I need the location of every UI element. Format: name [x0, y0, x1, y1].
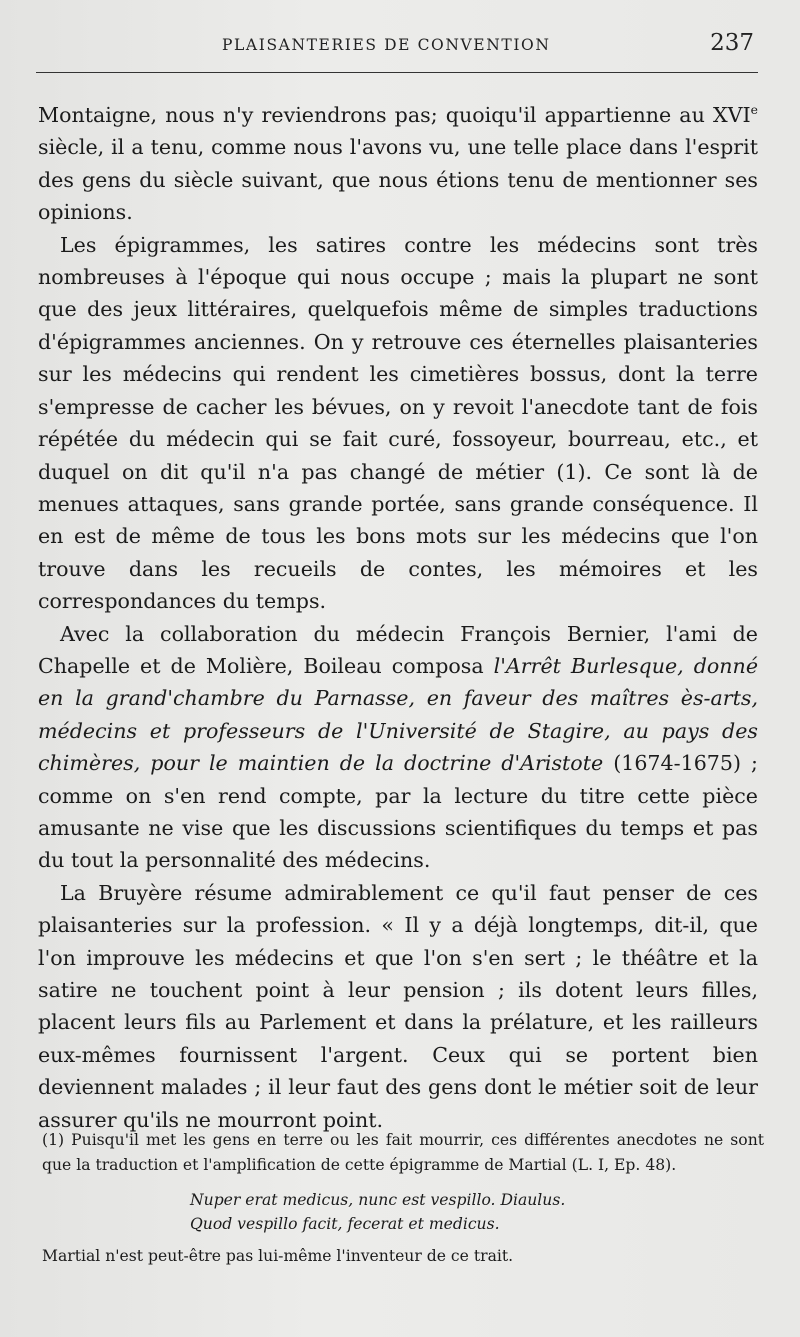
- verse-line-2: Quod vespillo facit, fecerat et medicus.: [190, 1215, 500, 1233]
- paragraph-1-end: siècle, il a tenu, comme nous l'avons vu, une telle place dans l'esprit des gens du siècle suivant, que nous étions tenu de mentionner ses opinions.: [38, 135, 758, 225]
- epigram-verse: [190, 1188, 764, 1236]
- verse-line-1: Nuper erat medicus, nunc est vespillo. Diaulus.: [190, 1191, 566, 1209]
- work-title: l'Arrêt Burlesque, donné en la grand'chambre du Parnasse, en faveur des maîtres ès-arts, médecins et professeurs de l'Université de Stagire, au pays des chimères, pour le maintien de la doctrine d'Aristote: [38, 653, 758, 776]
- century-superscript: e: [750, 103, 758, 117]
- body-text: [38, 94, 758, 1136]
- paragraph-1-start: Montaigne, nous n'y reviendrons pas; quoiqu'il appartienne au XVI: [38, 103, 751, 128]
- paragraph-3: [38, 618, 758, 877]
- paragraph-4: La Bruyère résume admirablement ce qu'il faut penser de ces plaisanteries sur la profession. « Il y a déjà longtemps, dit-il, que l'on improuve les médecins et que l'on s'en sert ; le théâtre et la satire ne touchent point à leur pension ; ils dotent leurs filles, placent leurs fils au Parlement et dans la prélature, et les railleurs eux-mêmes fournissent l'argent. Ceux qui se portent bien deviennent malades ; il leur faut des gens dont le métier soit de leur assurer qu'ils ne mourront point.: [38, 880, 758, 1132]
- header-rule: [36, 72, 758, 73]
- footnote-1: (1) Puisqu'il met les gens en terre ou les fait mourrir, ces différentes anecdotes ne sont que la traduction et l'amplification de cette épigramme de Martial (L. I, Ep. 48).: [42, 1131, 764, 1174]
- page-header: [36, 28, 758, 68]
- running-title: PLAISANTERIES DE CONVENTION: [222, 36, 551, 54]
- paragraph-3-end: (1674-1675) ; comme on s'en rend compte, par la lecture du titre cette pièce amusante ne vise que les discussions scientifiques du temps et pas du tout la personnalité des médecins.: [38, 751, 758, 873]
- paragraph-3-start: Avec la collaboration du médecin François Bernier, l'ami de Chapelle et de Molière, Boileau composa: [38, 621, 758, 678]
- paragraph-1: [38, 94, 758, 229]
- footnote-closing: Martial n'est peut-être pas lui-même l'inventeur de ce trait.: [42, 1247, 514, 1265]
- page-number: 237: [710, 30, 754, 56]
- footnotes: [42, 1128, 764, 1269]
- paragraph-2: Les épigrammes, les satires contre les médecins sont très nombreuses à l'époque qui nous occupe ; mais la plupart ne sont que des jeux littéraires, quelquefois même de simples traductions d'épigrammes anciennes. On y retrouve ces éternelles plaisanteries sur les médecins qui rendent les cimetières bossus, dont la terre s'empresse de cacher les bévues, on y revoit l'anecdote tant de fois répétée du médecin qui se fait curé, fossoyeur, bourreau, etc., et duquel on dit qu'il n'a pas changé de métier (1). Ce sont là de menues attaques, sans grande portée, sans grande conséquence. Il en est de même de tous les bons mots sur les médecins que l'on trouve dans les recueils de contes, les mémoires et les correspondances du temps.: [38, 232, 758, 614]
